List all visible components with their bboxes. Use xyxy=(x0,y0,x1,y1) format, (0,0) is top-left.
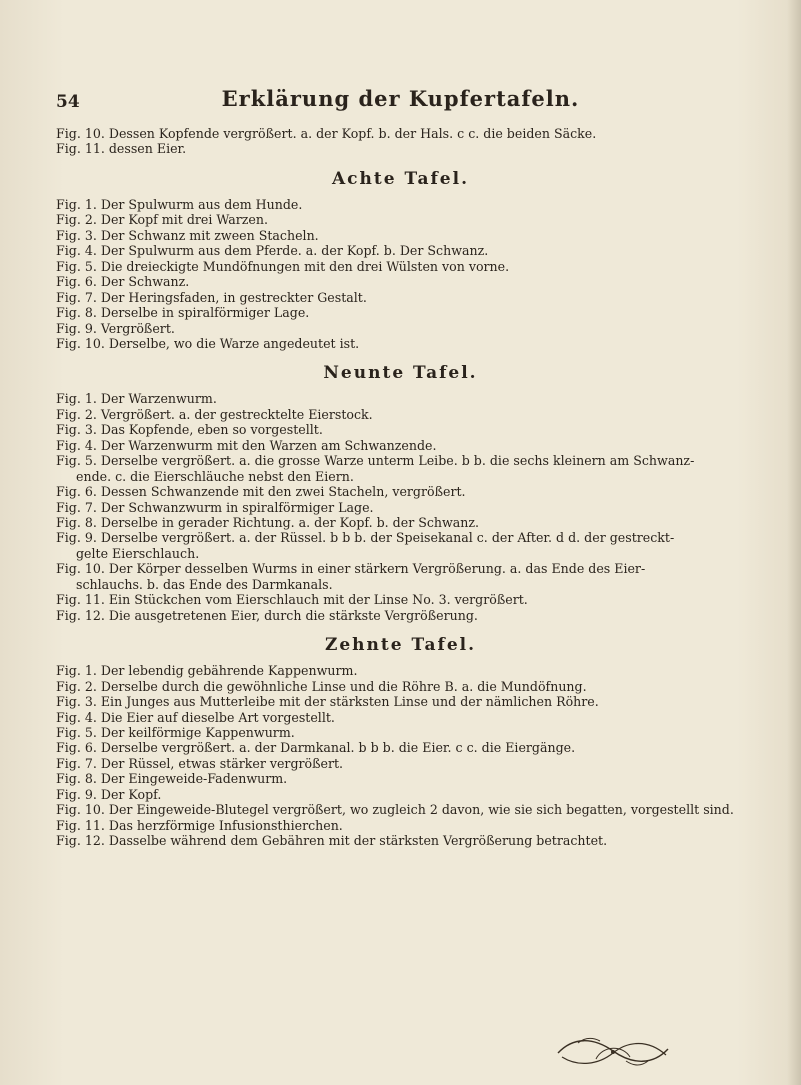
running-head: Erklärung der Kupfertafeln. xyxy=(221,86,580,111)
text-line: Fig. 3. Das Kopfende, eben so vorgestellt. xyxy=(56,422,323,438)
text-line: Fig. 7. Der Heringsfaden, in gestreckter Gestalt. xyxy=(56,289,367,305)
text-line: ende. c. die Eierschläuche nebst den Eiern. xyxy=(76,468,354,484)
text-line: Fig. 6. Der Schwanz. xyxy=(56,274,190,290)
text-line: Fig. 5. Derselbe vergrößert. a. die grosse Warze unterm Leibe. b b. die sechs kleinern am Schwanz- xyxy=(56,453,695,469)
text-line: Fig. 10. Der Eingeweide-Blutegel vergrößert, wo zugleich 2 davon, wie sie sich begatten, vorgestellt sind. xyxy=(56,802,734,818)
text-line: gelte Eierschlauch. xyxy=(76,545,200,561)
section-heading: Zehnte Tafel. xyxy=(324,635,477,656)
text-line: Fig. 6. Dessen Schwanzende mit den zwei Stacheln, vergrößert. xyxy=(56,484,466,500)
text-line: Fig. 9. Vergrößert. xyxy=(56,320,175,336)
text-line: Fig. 4. Der Warzenwurm mit den Warzen am Schwanzende. xyxy=(56,437,437,453)
section-heading: Neunte Tafel. xyxy=(323,363,478,384)
text-line: Fig. 2. Vergrößert. a. der gestrecktelte Eierstock. xyxy=(56,406,373,422)
text-line: Fig. 9. Der Kopf. xyxy=(56,786,162,802)
text-line: Fig. 5. Die dreieckigte Mundöfnungen mit den drei Wülsten von vorne. xyxy=(56,258,510,274)
text-line: Fig. 1. Der lebendig gebährende Kappenwurm. xyxy=(56,663,358,679)
text-line: Fig. 11. Ein Stückchen vom Eierschlauch mit der Linse No. 3. vergrößert. xyxy=(56,592,528,608)
text-line: Fig. 4. Der Spulwurm aus dem Pferde. a. der Kopf. b. Der Schwanz. xyxy=(56,243,489,259)
text-line: Fig. 12. Dasselbe während dem Gebähren mit der stärksten Vergrößerung betrachtet. xyxy=(56,833,608,849)
text-line: Fig. 2. Der Kopf mit drei Warzen. xyxy=(56,212,268,228)
text-line: Fig. 8. Derselbe in gerader Richtung. a. der Kopf. b. der Schwanz. xyxy=(56,515,480,530)
section-heading: Achte Tafel. xyxy=(331,168,470,189)
text-line: Fig. 5. Der keilförmige Kappenwurm. xyxy=(56,724,295,740)
text-line: Fig. 9. Derselbe vergrößert. a. der Rüssel. b b b. der Speisekanal c. der After. d d. der gestreckt- xyxy=(56,530,675,546)
text-line: Fig. 10. Der Körper desselben Wurms in einer stärkern Vergrößerung. a. das Ende des Eier- xyxy=(56,561,646,577)
text-line: Fig. 11. Das herzförmige Infusionsthierchen. xyxy=(56,817,343,833)
text-line: Fig. 8. Der Eingeweide-Fadenwurm. xyxy=(56,771,288,787)
page-number: 54 xyxy=(56,92,80,112)
text-line: Fig. 2. Derselbe durch die gewöhnliche Linse und die Röhre B. a. die Mundöfnung. xyxy=(56,678,587,694)
text-line: Fig. 7. Der Rüssel, etwas stärker vergrößert. xyxy=(56,755,344,771)
text-line: Fig. 8. Derselbe in spiralförmiger Lage. xyxy=(56,305,310,321)
text-line: Fig. 12. Die ausgetretenen Eier, durch die stärkste Vergrößerung. xyxy=(56,607,478,623)
text-line: Fig. 10. Derselbe, wo die Warze angedeutet ist. xyxy=(56,335,360,351)
text-line: Fig. 10. Dessen Kopfende vergrößert. a. der Kopf. b. der Hals. c c. die beiden Säcke. xyxy=(56,126,597,141)
text-line: Fig. 1. Der Warzenwurm. xyxy=(56,391,217,407)
text-line: Fig. 6. Derselbe vergrößert. a. der Darmkanal. b b b. die Eier. c c. die Eiergänge. xyxy=(56,740,576,756)
page-edge-shadow xyxy=(787,0,801,1085)
text-line: Fig. 7. Der Schwanzwurm in spiralförmiger Lage. xyxy=(56,499,374,515)
text-line: Fig. 3. Ein Junges aus Mutterleibe mit der stärksten Linse und der nämlichen Röhre. xyxy=(56,694,599,710)
text-line: Fig. 1. Der Spulwurm aus dem Hunde. xyxy=(56,196,303,212)
text-line: Fig. 11. dessen Eier. xyxy=(56,141,187,157)
ornament-vignette xyxy=(548,1031,678,1071)
text-line: schlauchs. b. das Ende des Darmkanals. xyxy=(76,576,333,592)
text-line: Fig. 4. Die Eier auf dieselbe Art vorgestellt. xyxy=(56,709,335,725)
text-line: Fig. 3. Der Schwanz mit zween Stacheln. xyxy=(56,227,319,243)
